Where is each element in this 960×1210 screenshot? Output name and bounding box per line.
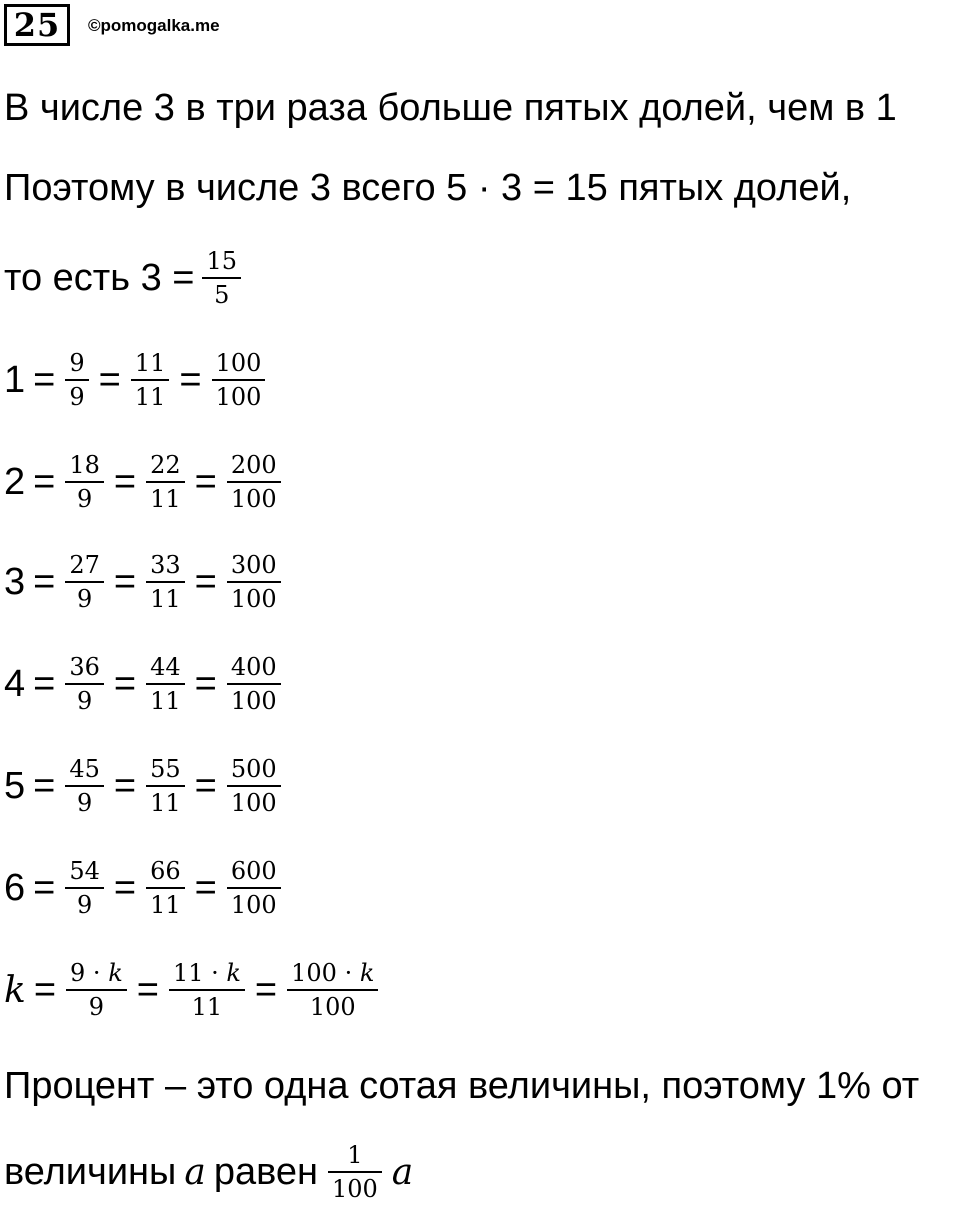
numerator: 36 xyxy=(69,653,100,681)
fraction xyxy=(65,856,104,920)
numerator: 18 xyxy=(69,451,100,479)
fraction xyxy=(227,754,281,818)
integer-value: 4 xyxy=(4,662,26,705)
equals-sign: = xyxy=(33,358,56,401)
fraction xyxy=(202,246,241,310)
denominator: 11 xyxy=(131,379,170,412)
variable-k: k xyxy=(226,959,241,987)
text-line-1: В числе 3 в три раза больше пятых долей, чем в 1 xyxy=(4,87,897,129)
equals-sign: = xyxy=(136,968,159,1011)
fraction xyxy=(227,856,281,920)
numerator: 400 xyxy=(230,653,277,681)
equals-sign: = xyxy=(33,968,57,1011)
numerator: 22 xyxy=(150,451,181,479)
equals-sign: = xyxy=(33,866,56,909)
variable-a: a xyxy=(391,1151,414,1193)
numerator: 200 xyxy=(230,451,277,479)
integer-value: 3 xyxy=(4,560,26,603)
denominator: 100 xyxy=(328,1171,382,1204)
equals-sign: = xyxy=(113,764,137,807)
percent-text-b: равен xyxy=(213,1150,318,1193)
fraction-one-hundredth xyxy=(328,1140,382,1204)
fraction xyxy=(65,754,104,818)
numerator: 33 xyxy=(150,551,181,579)
fraction xyxy=(65,550,104,614)
equals-sign: = xyxy=(194,560,217,603)
numerator: 9 xyxy=(69,349,85,377)
text-percent-line-2 xyxy=(4,1140,413,1204)
denominator: 100 xyxy=(287,989,378,1022)
fraction xyxy=(146,856,185,920)
equation-row xyxy=(4,550,283,614)
integer-value: 2 xyxy=(4,460,26,503)
numerator: 55 xyxy=(150,755,181,783)
fraction xyxy=(65,652,104,716)
integer-value: 5 xyxy=(4,764,26,807)
denominator: 9 xyxy=(65,785,104,818)
denominator: 100 xyxy=(227,887,281,920)
equals-sign: = xyxy=(194,866,217,909)
variable-k: k xyxy=(359,959,375,987)
denominator: 11 xyxy=(146,785,185,818)
equals-sign: = xyxy=(113,866,137,909)
equation-general-k xyxy=(4,958,380,1022)
denominator: 100 xyxy=(227,581,281,614)
numerator xyxy=(66,958,127,989)
numerator: 600 xyxy=(230,857,277,885)
denominator: 11 xyxy=(146,887,185,920)
text-percent-line-1: Процент – это одна сотая величины, поэтому 1% от xyxy=(4,1065,920,1107)
denominator: 100 xyxy=(227,785,281,818)
equation-three-fifteen-fifths xyxy=(4,246,243,310)
percent-text-a: величины xyxy=(4,1150,177,1193)
equals-sign: = xyxy=(33,560,56,603)
denominator: 11 xyxy=(169,989,245,1022)
denominator: 5 xyxy=(202,277,241,310)
numerator: 15 xyxy=(206,247,237,275)
denominator: 100 xyxy=(227,481,281,514)
fraction xyxy=(212,348,266,412)
integer-value: 6 xyxy=(4,866,26,909)
denominator: 11 xyxy=(146,683,185,716)
equals-sign: = xyxy=(194,662,217,705)
equals-sign: = xyxy=(33,662,56,705)
fraction xyxy=(146,450,185,514)
equals-sign: = xyxy=(33,764,56,807)
equation-row xyxy=(4,652,283,716)
equals-sign: = xyxy=(194,764,217,807)
equals-sign: = xyxy=(179,358,202,401)
numerator: 100 xyxy=(215,349,262,377)
numerator-value: 11 · xyxy=(172,959,227,987)
denominator: 9 xyxy=(65,379,88,412)
fraction xyxy=(65,348,88,412)
fraction xyxy=(131,348,170,412)
denominator: 11 xyxy=(146,481,185,514)
fraction xyxy=(146,754,185,818)
fraction xyxy=(227,652,281,716)
numerator: 500 xyxy=(230,755,277,783)
equals-sign: = xyxy=(98,358,121,401)
numerator: 66 xyxy=(150,857,181,885)
equation-row xyxy=(4,348,267,412)
numerator: 45 xyxy=(69,755,100,783)
variable-k: k xyxy=(108,959,123,987)
denominator: 9 xyxy=(65,683,104,716)
fraction xyxy=(66,958,127,1022)
fraction xyxy=(227,450,281,514)
task-number-badge: 25 xyxy=(4,4,70,46)
numerator: 11 xyxy=(134,349,166,377)
numerator xyxy=(169,958,245,989)
denominator: 9 xyxy=(65,481,104,514)
numerator-value: 100 · xyxy=(291,959,360,987)
numerator: 1 xyxy=(347,1141,363,1169)
fraction xyxy=(227,550,281,614)
equals-sign: = xyxy=(33,460,56,503)
equals-sign: = xyxy=(113,662,137,705)
numerator: 44 xyxy=(150,653,181,681)
fraction xyxy=(287,958,378,1022)
equals-sign: = xyxy=(113,560,137,603)
fraction xyxy=(65,450,104,514)
numerator: 54 xyxy=(69,857,100,885)
denominator: 9 xyxy=(66,989,127,1022)
equals-sign: = xyxy=(113,460,137,503)
equation-prefix: то есть 3 = xyxy=(4,256,195,299)
equation-row xyxy=(4,450,283,514)
integer-value: 1 xyxy=(4,358,26,401)
numerator xyxy=(287,958,378,989)
equation-row xyxy=(4,754,283,818)
variable-a: a xyxy=(184,1151,206,1193)
numerator: 300 xyxy=(230,551,277,579)
fraction xyxy=(146,550,185,614)
denominator: 11 xyxy=(146,581,185,614)
equation-row xyxy=(4,856,283,920)
fraction xyxy=(169,958,245,1022)
numerator-value: 9 · xyxy=(70,959,109,987)
denominator: 9 xyxy=(65,887,104,920)
denominator: 9 xyxy=(65,581,104,614)
site-watermark: ©pomogalka.me xyxy=(88,16,220,35)
text-line-2: Поэтому в числе 3 всего 5 · 3 = 15 пятых долей, xyxy=(4,167,852,209)
denominator: 100 xyxy=(212,379,266,412)
numerator: 27 xyxy=(69,551,100,579)
variable-k: k xyxy=(4,969,26,1011)
equals-sign: = xyxy=(254,968,278,1011)
fraction xyxy=(146,652,185,716)
equals-sign: = xyxy=(194,460,217,503)
denominator: 100 xyxy=(227,683,281,716)
